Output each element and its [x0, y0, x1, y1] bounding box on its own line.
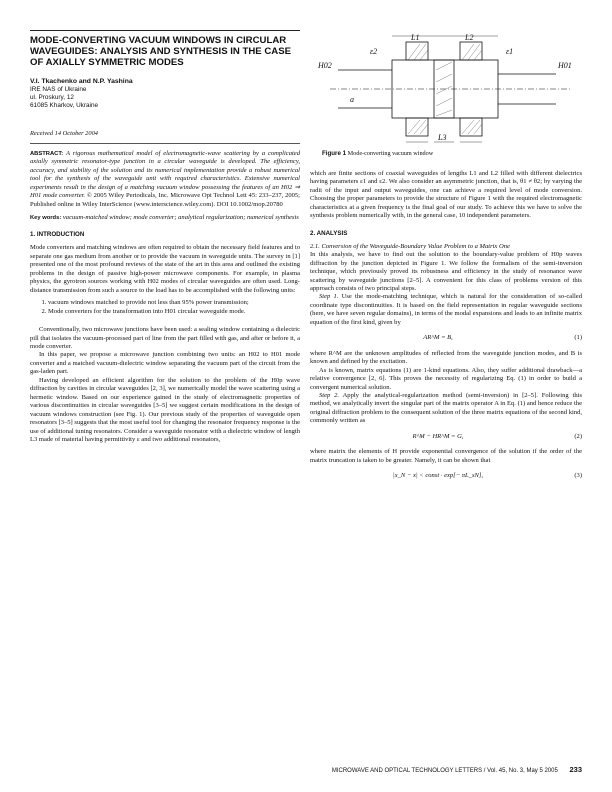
l2-label: L2: [465, 33, 474, 42]
right-paragraph-2: In this analysis, we have to find out the solution to the boundary-value problem of H0p waves diffraction by the junction depicted in Figure 1. We follow the formalism of the semi-inversion technique, which previously proved its robustness and efficiency in the study of resonance wave scattering by waveguide junctions [2–5]. A convenient for this class of problems version of this approach consists of two principal steps.: [310, 251, 582, 292]
affiliation-line-2: ul. Proskury, 12: [30, 94, 74, 102]
intro-list-item: 2. Mode converters for the transformation into H01 circular waveguide mode.: [48, 308, 300, 316]
intro-paragraph-3: In this paper, we propose a microwave junction combining two units: an H02 to H01 mode converter and a matched vacuum-dielectric window separating the vacuum part of the circuit from the gas-laden part.: [30, 351, 300, 376]
abstract-rule: [30, 143, 300, 144]
h02-label: H02: [318, 61, 332, 70]
abstract-text: A rigorous mathematical model of electromagnetic-wave scattering by a complicated axially symmetric resonator-type junction in a circular waveguide is developed. The efficiency, accuracy, and stability of the solution and its numerical implementation provide a robust numerical tool for the synthesis of the waveguide unit with required characteristics. Extensive numerical experiments result in the design of a matching vacuum window possessing the features of an H02 ⇒ H01 mode converter.: [30, 149, 300, 200]
right-paragraph-6: [310, 392, 582, 426]
step-1-label: Step 1.: [319, 293, 339, 301]
equation-1-body: AR^M = B,: [423, 334, 453, 342]
section-2-1-heading: 2.1. Conversion of the Waveguide-Boundary Value Problem to a Matrix One: [310, 242, 510, 250]
journal-footer: MICROWAVE AND OPTICAL TECHNOLOGY LETTERS / Vol. 45, No. 3, May 5 2005: [331, 768, 558, 774]
intro-list-item: 1. vacuum windows matched to provide not less than 95% power transmission;: [48, 299, 300, 307]
equation-1-number: (1): [574, 334, 582, 342]
equation-2: [310, 433, 582, 441]
figure-caption-text: Mode-converting vacuum window: [347, 150, 434, 157]
right-paragraph-1: which are finite sections of coaxial waveguides of lengths L1 and L2 filled with different dielectrics having parameters ε1 and ε2. We also consider an asymmetric junction, that is, θ1 ≠ θ2; by varying the radii of the input and output waveguides, one can achieve a required level of mode conversion. Choosing the proper parameters to provide the structure of Figure 1 with the required electromagnetic characteristics at a given frequency is the final goal of our study. To achieve this we have to solve the synthesis problem numerically with, in the general case, 10 independent parameters.: [310, 170, 582, 220]
step-2-label: Step 2.: [319, 391, 340, 399]
intro-list: [30, 299, 300, 316]
l3-label: L3: [438, 133, 447, 142]
epsilon1-label: ε1: [506, 47, 514, 56]
intro-paragraph-1: Mode converters and matching windows are often required to obtain the necessary field features and to separate one gas medium from another or to provide the vacuum in waveguide units. The survey in [1] presented one of the most profound reviews of the state of the art in this area and outlined the existing problems in the design of passive high-power microwave components. For example, in plasma physics, the gyrotron sources working with H02 modes of circular waveguides are often used. Long-distance transmission from such a source to the load has to be accomplished with the following units:: [30, 244, 300, 294]
abstract: [30, 150, 300, 209]
equation-3: [310, 472, 582, 480]
radius-label: a: [350, 95, 354, 104]
authors: V.I. Tkachenko and N.P. Yashina: [30, 77, 133, 85]
right-paragraph-3: [310, 293, 582, 327]
page-footer: [240, 765, 582, 774]
equation-2-body: R^M − HR^M = G,: [412, 432, 464, 440]
section-2-heading: 2. ANALYSIS: [310, 229, 348, 237]
received-date: Received 14 October 2004: [30, 129, 98, 137]
keywords-text: vacuum-matched window; mode converter; analytical regularization; numerical synthesis: [62, 214, 299, 221]
intro-paragraph-4: Having developed an efficient algorithm for the solution to the problem of the H0p wave diffraction by cavities in circular waveguides [2, 3], we numerically model the wave scattering using a hermetic window. Based on our experience gained in the study of electromagnetic properties of various discontinuities in circular waveguides [3–5] we suggest certain modifications in the design of vacuum windows construction (see Fig. 1). Our previous study of the properties of waveguide open resonators [3–5] suggests that the most useful tool for changing the resonator frequency response is the use of additional tuning resonators. Consider a waveguide resonator with a dielectric window of length L3 made of material having permittivity ε and two additional resonators,: [30, 376, 300, 443]
section-1-heading: 1. INTRODUCTION: [30, 231, 85, 239]
epsilon2-label: ε2: [370, 47, 378, 56]
step-1-text: Use the mode-matching technique, which is natural for the consideration of so-called coordinate type discontinuities. It is based on the field representation in regular waveguide sections (here, we have seven regular domains), in terms of the modal expansions and leads to an infinite matrix equation of the first kind, given by: [310, 293, 582, 326]
figure-1: [310, 30, 582, 148]
left-column: [30, 30, 300, 444]
title-rule: [30, 30, 300, 31]
figure-caption: [322, 150, 582, 158]
figure-caption-label: Figure 1: [322, 150, 347, 157]
equation-3-number: (3): [574, 472, 582, 480]
right-paragraph-4: where R^M are the unknown amplitudes of reflected from the waveguide junction modes, and B is known and defined by the excitation.: [310, 349, 582, 366]
step-2-text: Apply the analytical-regularization method (semi-inversion) in [2–5]. Following this method, we analytically invert the singular part of the matrix operator A in Eq. (1) and hence reduce the original diffraction problem to the consequent solution of the three matrix equations of the second kind, commonly written as: [310, 391, 582, 425]
l1-label: L1: [411, 33, 420, 42]
right-paragraph-7: where matrix the elements of H provide exponential convergence of the solution if the order of the matrix truncation is taken to be greater. Namely, it can be shown that: [310, 448, 582, 464]
right-paragraph-5: As is known, matrix equations (1) are 1-kind equations. Also, they suffer additional drawback—a relative convergence [2, 6]. This proves the necessity of regularizing Eq. (1) in order to build a convergent numerical solution.: [310, 366, 582, 391]
equation-3-body: |x_N − x| < const · exp[− πL_sN],: [392, 472, 484, 480]
page-number: 233: [569, 765, 582, 774]
article-title: MODE-CONVERTING VACUUM WINDOWS IN CIRCULAR WAVEGUIDES: ANALYSIS AND SYNTHESIS IN THE CASE OF AXIALLY SYMMETRIC MODES: [30, 35, 292, 69]
right-column: [310, 30, 582, 488]
intro-paragraph-2: Conventionally, two microwave junctions have been used: a sealing window containing a dielectric pill that isolates the vacuum-processed part of line from the part filled with gas, and after or before it, a mode converter.: [30, 326, 300, 350]
mode-converter-diagram: [310, 30, 582, 148]
abstract-label: ABSTRACT:: [30, 150, 64, 157]
keywords-label: Key words:: [30, 215, 62, 221]
equation-2-number: (2): [574, 432, 582, 440]
affiliation-line-3: 61085 Kharkov, Ukraine: [30, 102, 99, 110]
keywords: [30, 214, 300, 222]
equation-1: [310, 334, 582, 342]
h01-label: H01: [558, 61, 572, 70]
affiliation-line-1: IRE NAS of Ukraine: [30, 85, 87, 93]
abstract-citation: © 2005 Wiley Periodicals, Inc. Microwave Opt Technol Lett 45: 233–237, 2005; Published online in Wiley InterScience (www.interscience.wiley.com). DOI 10.1002/mop.20780: [30, 192, 300, 208]
